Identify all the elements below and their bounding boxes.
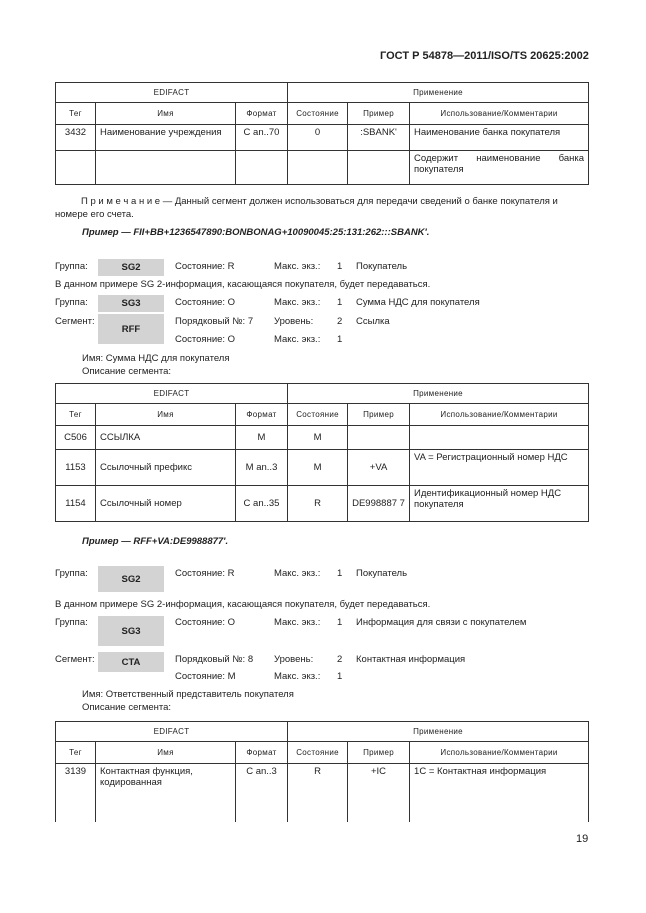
comment-cell: Наименование банка покупателя (410, 125, 589, 151)
max-value: 1 (337, 671, 343, 682)
status-header: Состояние (288, 742, 348, 764)
group-label: Группа: (55, 617, 88, 628)
max-value: 1 (337, 297, 343, 308)
table-row (56, 151, 589, 185)
group-status: Состояние: О (175, 617, 236, 628)
max-value: 1 (337, 334, 343, 345)
example-cell: +VA (348, 450, 410, 486)
max-label: Макс. экз.: (274, 568, 321, 579)
segment-group-box: SG2 (98, 259, 164, 276)
name-header: Имя (96, 742, 236, 764)
segment-order: Порядковый №: 8 (175, 654, 254, 665)
example-cell: :SBANK' (348, 125, 410, 151)
usage-header: Применение (288, 83, 589, 103)
table-row (56, 764, 589, 822)
name-cell: Ссылочный префикс (96, 450, 236, 486)
tag-header: Тег (56, 404, 96, 426)
status-cell: M (288, 426, 348, 450)
group-description: Информация для связи с покупателем (356, 617, 527, 628)
table-row (56, 125, 589, 151)
status-header: Состояние (288, 103, 348, 125)
segment-name-line: Имя: Ответственный представитель покупателя (82, 689, 294, 700)
segment-description: Контактная информация (356, 654, 466, 665)
tag-cell: 1154 (56, 486, 96, 522)
status-cell: R (288, 764, 348, 822)
name-cell: ССЫЛКА (96, 426, 236, 450)
group-status: Состояние: R (175, 261, 235, 272)
example-fii: Пример — FII+BB+1236547890:BONBONAG+10090045:25:131:262:::SBANK'. (82, 227, 430, 238)
level-value: 2 (337, 316, 343, 327)
format-header: Формат (236, 742, 288, 764)
format-header: Формат (236, 103, 288, 125)
segment-order: Порядковый №: 7 (175, 316, 254, 327)
table-row (56, 486, 589, 522)
segment-group-box: SG3 (98, 616, 164, 646)
group-description: Покупатель (356, 568, 408, 579)
example-cell (348, 151, 410, 185)
segment-status: Состояние: М (175, 671, 236, 682)
group-status: Состояние: О (175, 297, 236, 308)
comment-cell: 1C = Контактная информация (410, 764, 589, 822)
note-label: П р и м е ч а н и е (81, 196, 161, 207)
max-label: Макс. экз.: (274, 261, 321, 272)
name-cell: Контактная функция, кодированная (96, 764, 236, 822)
format-cell: M an..3 (236, 450, 288, 486)
tag-cell: 3432 (56, 125, 96, 151)
example-cell: +IC (348, 764, 410, 822)
max-label: Макс. экз.: (274, 334, 321, 345)
segment-desc-line: Описание сегмента: (82, 702, 172, 713)
comment-cell: Содержит наименование банка покупателя (410, 151, 589, 185)
segment-name-line: Имя: Сумма НДС для покупателя (82, 353, 230, 364)
tag-cell: C506 (56, 426, 96, 450)
segment-group-box: SG3 (98, 295, 164, 312)
segment-label: Сегмент: (55, 654, 95, 665)
info-line: В данном примере SG 2-информация, касающаяся покупателя, будет передаваться. (55, 279, 431, 290)
tag-cell: 1153 (56, 450, 96, 486)
comments-header: Использование/Комментарии (410, 103, 589, 125)
tag-header: Тег (56, 742, 96, 764)
segment-table-fii (55, 82, 589, 185)
tag-header: Тег (56, 103, 96, 125)
example-cell (348, 426, 410, 450)
segment-table-rff (55, 383, 589, 522)
segment-group-box: SG2 (98, 566, 164, 592)
max-label: Макс. экз.: (274, 617, 321, 628)
format-header: Формат (236, 404, 288, 426)
edifact-header: EDIFACT (56, 83, 288, 103)
tag-cell: 3139 (56, 764, 96, 822)
level-label: Уровень: (274, 654, 314, 665)
name-cell: Ссылочный номер (96, 486, 236, 522)
status-cell (288, 151, 348, 185)
max-value: 1 (337, 617, 343, 628)
comment-cell (410, 426, 589, 450)
example-cell: DE998887 7 (348, 486, 410, 522)
comments-header: Использование/Комментарии (410, 742, 589, 764)
table-row (56, 426, 589, 450)
format-cell (236, 151, 288, 185)
info-line: В данном примере SG 2-информация, касающаяся покупателя, будет передаваться. (55, 599, 431, 610)
note-paragraph (55, 196, 588, 221)
example-header: Пример (348, 404, 410, 426)
segment-box: RFF (98, 314, 164, 344)
status-cell: 0 (288, 125, 348, 151)
group-status: Состояние: R (175, 568, 235, 579)
comment-cell: VA = Регистрационный номер НДС (410, 450, 589, 486)
group-label: Группа: (55, 261, 88, 272)
group-label: Группа: (55, 297, 88, 308)
format-cell: C an..35 (236, 486, 288, 522)
comments-header: Использование/Комментарии (410, 404, 589, 426)
table-row (56, 450, 589, 486)
max-value: 1 (337, 261, 343, 272)
name-header: Имя (96, 103, 236, 125)
note-text: — Данный сегмент должен использоваться для передачи сведений о банке покупателя и номере его счета. (55, 196, 558, 220)
example-header: Пример (348, 103, 410, 125)
comment-cell: Идентификационный номер НДС покупателя (410, 486, 589, 522)
usage-header: Применение (288, 384, 589, 404)
name-cell: Наименование учреждения (96, 125, 236, 151)
name-header: Имя (96, 404, 236, 426)
format-cell: C an..70 (236, 125, 288, 151)
name-cell (96, 151, 236, 185)
segment-desc-line: Описание сегмента: (82, 366, 172, 377)
level-label: Уровень: (274, 316, 314, 327)
status-cell: R (288, 486, 348, 522)
status-header: Состояние (288, 404, 348, 426)
document-header: ГОСТ Р 54878—2011/ISO/TS 20625:2002 (380, 50, 589, 62)
max-label: Макс. экз.: (274, 297, 321, 308)
group-description: Покупатель (356, 261, 408, 272)
usage-header: Применение (288, 722, 589, 742)
example-header: Пример (348, 742, 410, 764)
status-cell: M (288, 450, 348, 486)
format-cell: C an..3 (236, 764, 288, 822)
segment-box: CTA (98, 652, 164, 672)
segment-status: Состояние: О (175, 334, 236, 345)
segment-table-cta (55, 721, 589, 822)
segment-description: Ссылка (356, 316, 390, 327)
format-cell: M (236, 426, 288, 450)
edifact-header: EDIFACT (56, 722, 288, 742)
level-value: 2 (337, 654, 343, 665)
max-label: Макс. экз.: (274, 671, 321, 682)
segment-label: Сегмент: (55, 316, 95, 327)
example-rff: Пример — RFF+VA:DE9988877'. (82, 536, 229, 547)
group-description: Сумма НДС для покупателя (356, 297, 480, 308)
group-label: Группа: (55, 568, 88, 579)
max-value: 1 (337, 568, 343, 579)
edifact-header: EDIFACT (56, 384, 288, 404)
page-number: 19 (576, 833, 589, 845)
tag-cell (56, 151, 96, 185)
